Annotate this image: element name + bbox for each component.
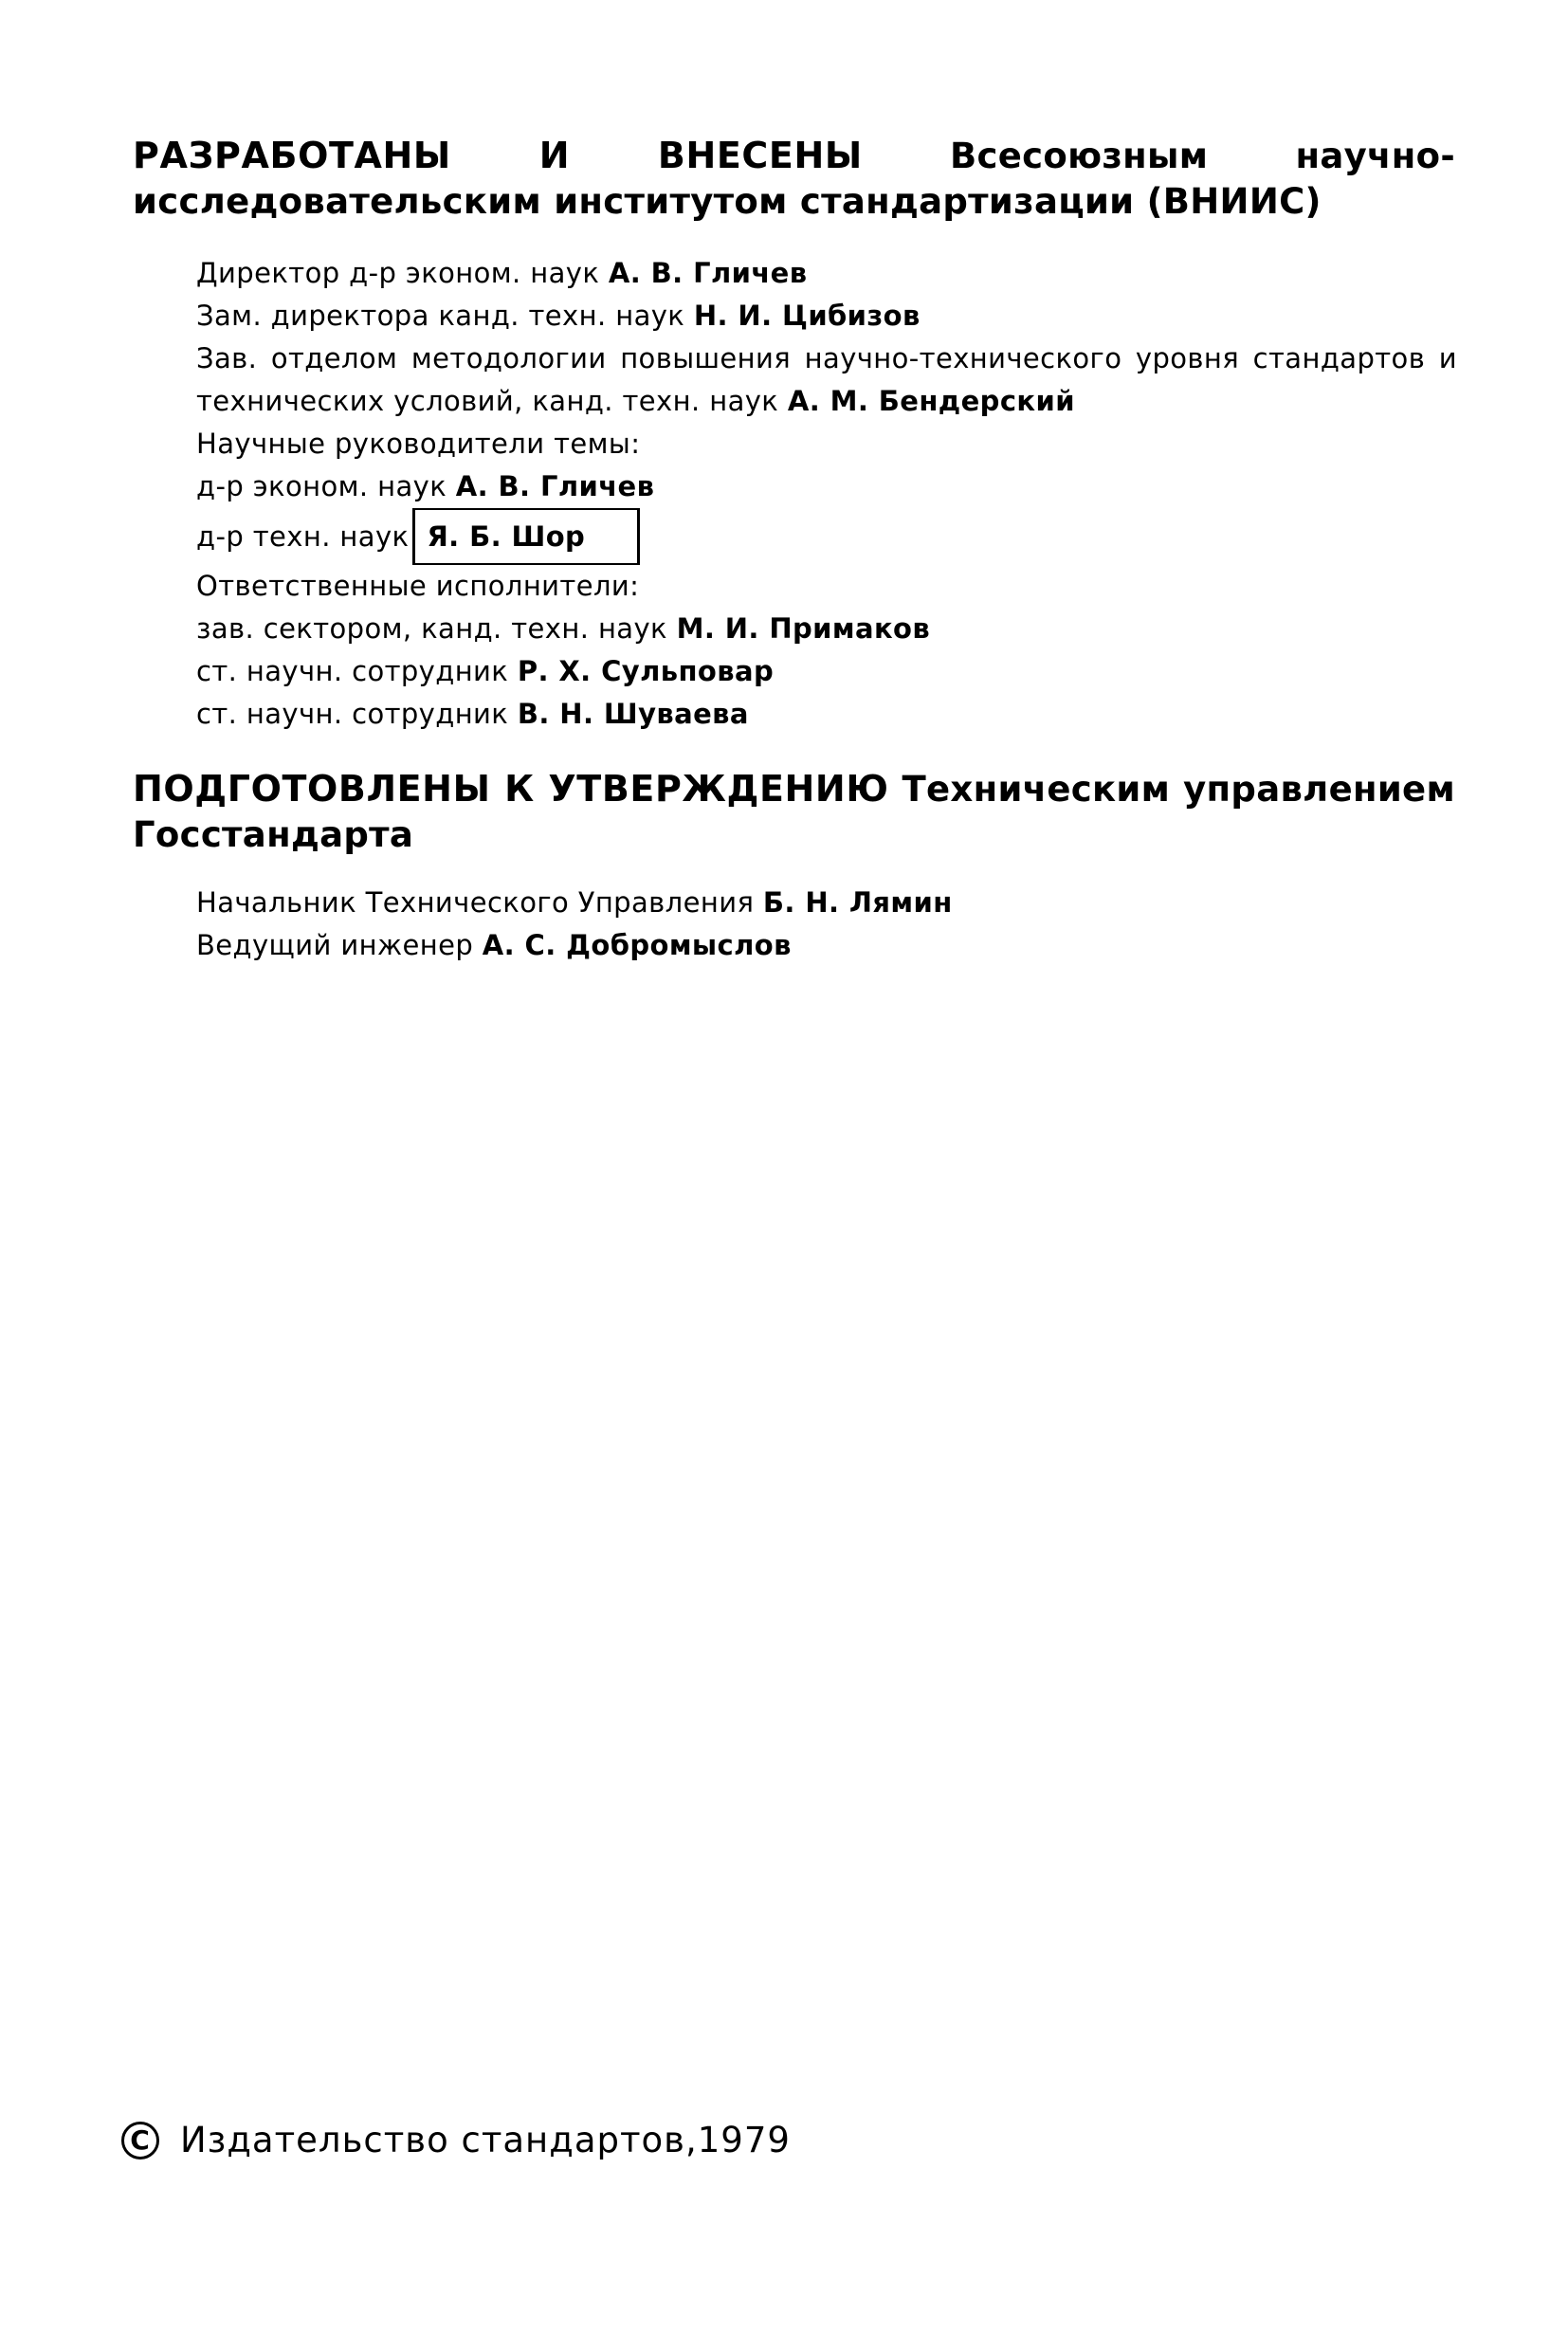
copyright-line [121, 2120, 791, 2160]
leader2-line [196, 508, 1457, 565]
executors-label: Ответственные исполнители: [196, 570, 640, 602]
developers-list [196, 252, 1457, 736]
executor2-line [196, 650, 1457, 693]
chief-title: Начальник Технического Управления [196, 886, 755, 919]
chief-name: Б. Н. Лямин [762, 886, 953, 919]
executor1-title: зав. сектором, канд. техн. наук [196, 612, 667, 645]
section-developed-lead: РАЗРАБОТАНЫ И ВНЕСЕНЫ [133, 135, 863, 176]
department-head-title: Зав. отделом методологии повышения научно-технического уровня стандартов и технических условий, канд. техн. наук [196, 342, 1457, 417]
department-head-line [196, 337, 1457, 423]
engineer-name: А. С. Добромыслов [482, 929, 792, 961]
department-head-name: А. М. Бендерский [787, 385, 1075, 417]
director-title: Директор д-р эконом. наук [196, 257, 600, 289]
deputy-name: Н. И. Цибизов [693, 300, 921, 332]
executor2-name: Р. Х. Сульповар [517, 655, 775, 687]
section-developed-text: Всесоюзным научно-исследовательским институтом стандартизации (ВНИИС) [133, 136, 1455, 222]
engineer-title: Ведущий инженер [196, 929, 474, 961]
section-approval-heading [133, 766, 1455, 858]
chief-line [196, 882, 1457, 924]
publisher-text: Издательство стандартов,1979 [180, 2120, 791, 2160]
executor3-title: ст. научн. сотрудник [196, 698, 509, 730]
leader2-name-box: Я. Б. Шор [412, 508, 640, 565]
scientific-leaders-label: Научные руководители темы: [196, 428, 641, 460]
deputy-line [196, 295, 1457, 337]
section-approval-text: Техническим управлением Госстандарта [133, 769, 1455, 855]
director-line [196, 252, 1457, 295]
deputy-title: Зам. директора канд. техн. наук [196, 300, 685, 332]
executor3-name: В. Н. Шуваева [517, 698, 749, 730]
approvers-list [196, 882, 1457, 967]
copyright-icon: C [121, 2122, 159, 2160]
executor1-line [196, 608, 1457, 650]
director-name: А. В. Гличев [608, 257, 808, 289]
executor1-name: М. И. Примаков [676, 612, 931, 645]
leader1-name: А. В. Гличев [455, 470, 655, 502]
executor2-title: ст. научн. сотрудник [196, 655, 509, 687]
executor3-line [196, 693, 1457, 736]
leader1-line [196, 465, 1457, 508]
section-approval-lead: ПОДГОТОВЛЕНЫ К УТВЕРЖДЕНИЮ [133, 768, 889, 810]
engineer-line [196, 924, 1457, 967]
section-developed-heading [133, 133, 1455, 225]
leader1-title: д-р эконом. наук [196, 470, 447, 502]
leader2-title: д-р техн. наук [196, 520, 410, 553]
